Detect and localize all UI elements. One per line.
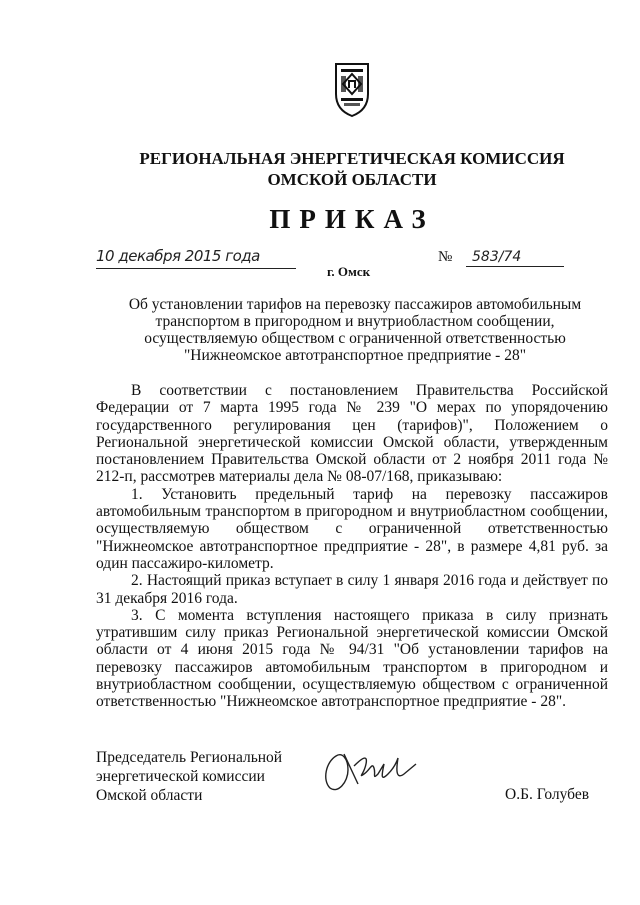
subject-line1: Об установлении тарифов на перевозку пассажиров автомобильным bbox=[128, 296, 582, 313]
city-label: г. Омск bbox=[327, 264, 371, 279]
handwritten-signature-icon bbox=[318, 744, 428, 796]
body-item-2: 2. Настоящий приказ вступает в силу 1 января 2016 года и действует по 31 декабря 2016 года. bbox=[96, 572, 608, 607]
body-item-1: 1. Установить предельный тариф на перевозку пассажиров автомобильным транспортом в пригородном и внутриобластном сообщении, осуществляемую обществом с ограниченной ответственностью "Нижнеомское автотранспортное предприятие - 28", в размере 4,81 руб. за один пассажиро-километр. bbox=[96, 485, 608, 572]
organization-name bbox=[102, 148, 602, 190]
omsk-region-emblem-icon bbox=[332, 60, 372, 118]
subject-line4: "Нижнеомское автотранспортное предприятие - 28" bbox=[183, 347, 527, 364]
handwritten-number: 583/74 bbox=[466, 247, 564, 267]
organization-name-line1: РЕГИОНАЛЬНАЯ ЭНЕРГЕТИЧЕСКАЯ КОМИССИЯ bbox=[139, 149, 565, 168]
document-type-title: ПРИКАЗ bbox=[269, 204, 435, 234]
document-body bbox=[96, 382, 608, 711]
body-preamble: В соответствии с постановлением Правительства Российской Федерации от 7 марта 1995 года № 239 "О мерах по упорядочению государственного регулирования цен (тарифов)", Положением о Региональной энергетической комиссии Омской области, утвержденным постановлением Правительства Омской области от 2 ноября 2011 года № 212-п, рассмотрев материалы дела № 08-07/168, приказываю: bbox=[96, 382, 608, 486]
document-subject bbox=[110, 296, 600, 364]
subject-line3: осуществляемую обществом с ограниченной ответственностью bbox=[144, 330, 566, 347]
signer-name: О.Б. Голубев bbox=[505, 786, 590, 803]
signer-title-line1: Председатель Региональной bbox=[96, 749, 283, 766]
subject-line2: транспортом в пригородном и внутриобластном сообщении, bbox=[155, 313, 555, 330]
signer-title bbox=[96, 748, 296, 805]
body-item-3: 3. С момента вступления настоящего приказа в силу признать утратившим силу приказ Региональной энергетической комиссии Омской области от 4 июня 2015 года № 94/31 "Об установлении тарифов на перевозку пассажиров автомобильным транспортом в пригородном и внутриобластном сообщении, осуществляемую обществом с ограниченной ответственностью "Нижнеомское автотранспортное предприятие - 28". bbox=[96, 606, 608, 711]
signer-title-line3: Омской области bbox=[96, 787, 203, 804]
number-sign: № bbox=[438, 249, 453, 265]
signer-title-line2: энергетической комиссии bbox=[96, 768, 265, 785]
handwritten-date: 10 декабря 2015 года bbox=[96, 246, 296, 269]
organization-name-line2: ОМСКОЙ ОБЛАСТИ bbox=[267, 170, 437, 189]
document-number bbox=[438, 247, 568, 269]
